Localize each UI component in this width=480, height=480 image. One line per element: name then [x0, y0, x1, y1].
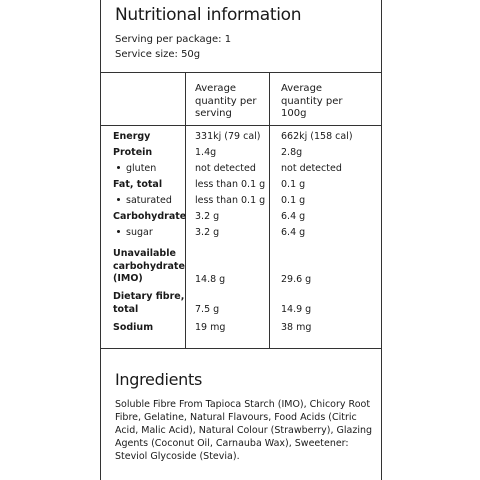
ingredients-text: Soluble Fibre From Tapioca Starch (IMO), Chicory Root Fibre, Gelatine, Natural Flavours, Food Acids (Citric Acid, Malic Acid), Natural Colour (Strawberry), Glazing Agents (Coconut Oil, Carnauba Wax), Sweetener: Steviol Glycoside (Stevia). — [115, 399, 373, 462]
ingredients-title: Ingredients — [115, 370, 202, 389]
bullet-icon — [117, 230, 120, 233]
bullet-icon — [117, 198, 120, 201]
row-label-sugar-text: sugar — [126, 227, 153, 238]
cell-energy-serving: 331kj (79 cal) — [195, 131, 261, 142]
cell-sodium-serving: 19 mg — [195, 322, 226, 333]
cell-sodium-100g: 38 mg — [281, 322, 312, 333]
cell-imo-100g: 29.6 g — [281, 274, 312, 285]
cell-carbohydrate-serving: 3.2 g — [195, 211, 220, 222]
cell-saturated-serving: less than 0.1 g — [195, 195, 266, 206]
bullet-icon — [117, 166, 120, 169]
row-label-sugar — [117, 227, 153, 239]
cell-sugar-100g: 6.4 g — [281, 227, 306, 238]
column-divider-2 — [269, 72, 270, 348]
table-bottom-border — [101, 348, 381, 349]
row-label-fat-total: Fat, total — [113, 179, 163, 190]
serving-per-package: Serving per package: 1 — [115, 34, 232, 45]
row-label-energy: Energy — [113, 131, 151, 142]
cell-saturated-100g: 0.1 g — [281, 195, 306, 206]
cell-imo-serving: 14.8 g — [195, 274, 226, 285]
table-header-divider — [101, 125, 381, 126]
page-title: Nutritional information — [115, 5, 302, 25]
row-label-sodium: Sodium — [113, 322, 154, 333]
cell-gluten-100g: not detected — [281, 163, 342, 174]
cell-fibre-serving: 7.5 g — [195, 304, 220, 315]
cell-gluten-serving: not detected — [195, 163, 256, 174]
row-label-gluten — [117, 163, 156, 175]
service-size: Service size: 50g — [115, 49, 201, 60]
cell-fibre-100g: 14.9 g — [281, 304, 312, 315]
cell-sugar-serving: 3.2 g — [195, 227, 220, 238]
row-label-gluten-text: gluten — [126, 163, 157, 174]
cell-fat-serving: less than 0.1 g — [195, 179, 266, 190]
cell-carbohydrate-100g: 6.4 g — [281, 211, 306, 222]
row-label-protein: Protein — [113, 147, 153, 158]
column-header-per-100g: Average quantity per 100g — [281, 83, 343, 119]
column-header-per-serving: Average quantity per serving — [195, 83, 257, 119]
row-label-unavailable-carbohydrate: Unavailable carbohydrate (IMO) — [113, 248, 185, 284]
column-divider-1 — [185, 72, 186, 348]
cell-fat-100g: 0.1 g — [281, 179, 306, 190]
table-top-border — [101, 72, 381, 73]
row-label-saturated-text: saturated — [126, 195, 172, 206]
nutrition-panel — [100, 0, 382, 480]
row-label-saturated — [117, 195, 172, 207]
cell-energy-100g: 662kj (158 cal) — [281, 131, 353, 142]
cell-protein-serving: 1.4g — [195, 147, 217, 158]
cell-protein-100g: 2.8g — [281, 147, 303, 158]
row-label-carbohydrate: Carbohydrate — [113, 211, 187, 222]
row-label-dietary-fibre: Dietary fibre, total — [113, 291, 185, 315]
